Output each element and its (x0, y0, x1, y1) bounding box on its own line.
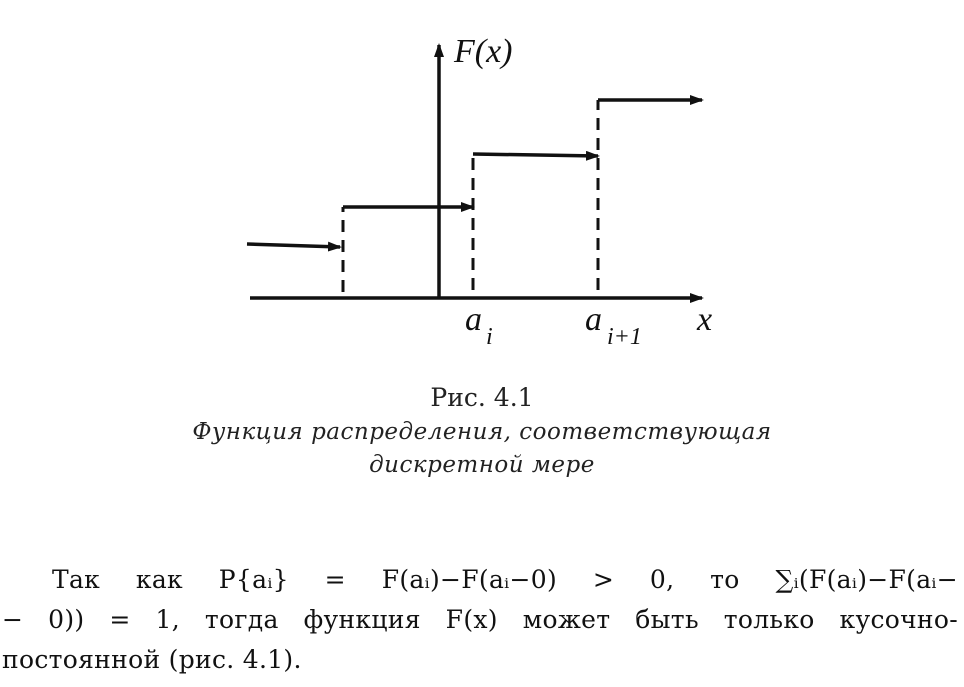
tick-label-a-i: a (465, 301, 482, 338)
body-paragraph (2, 560, 958, 680)
step-segment-1 (247, 244, 340, 247)
caption-number: Рис. 4.1 (430, 383, 534, 412)
paragraph-line-2: − 0)) = 1, тогда функция F(x) может быть только кусочно- (2, 605, 958, 634)
caption-title-line-1: Функция распределения, соответствующая (192, 419, 772, 445)
paragraph-line-1: Так как P{aᵢ} = F(aᵢ)−F(aᵢ−0) > 0, то ∑ᵢ(F(aᵢ)−F(aᵢ− (52, 565, 958, 594)
caption-title-line-2: дискретной мере (369, 452, 595, 478)
paragraph-line-3: постоянной (рис. 4.1). (2, 645, 302, 674)
step-segment-3 (473, 154, 598, 156)
tick-label-a-i1-sub: i+1 (607, 324, 642, 350)
figure-caption (0, 380, 964, 482)
x-axis-label: x (697, 301, 713, 338)
tick-label-a-i-sub: i (486, 324, 493, 350)
tick-label-a-i1: a (585, 301, 602, 338)
y-axis-label: F(x) (454, 33, 513, 70)
